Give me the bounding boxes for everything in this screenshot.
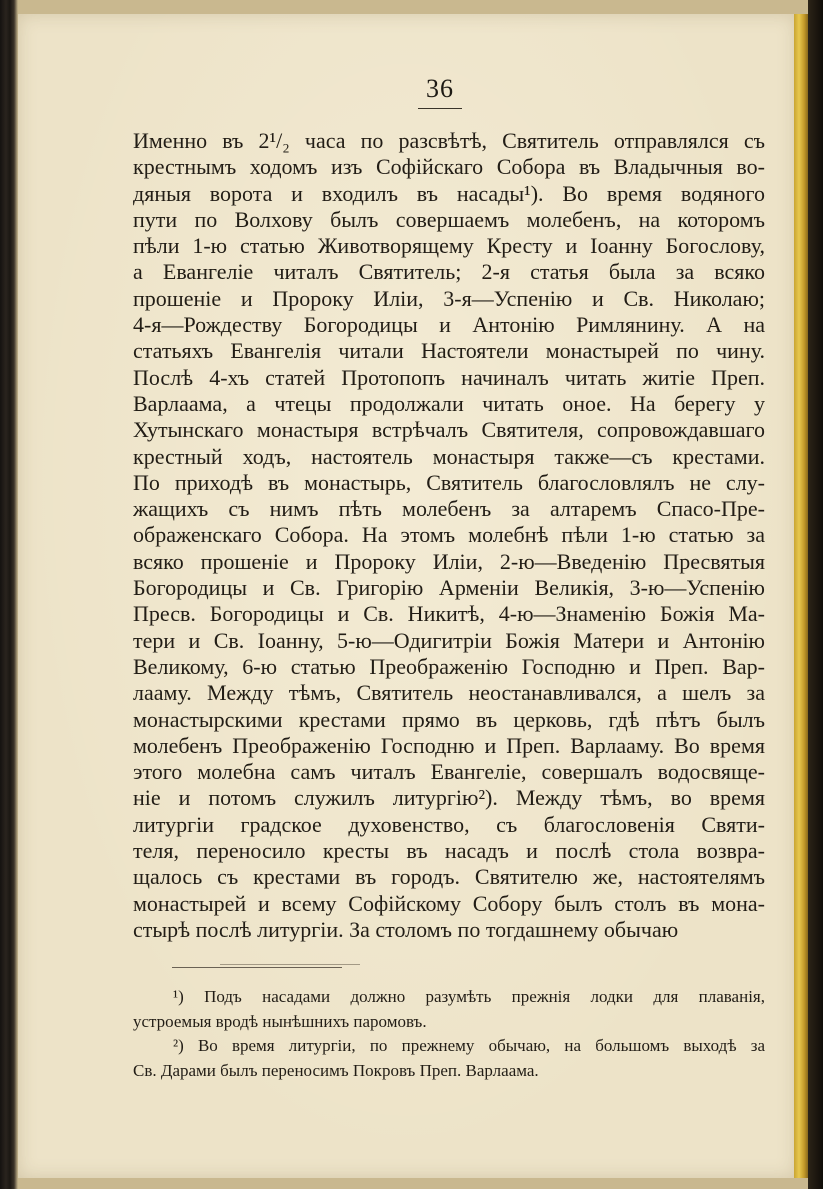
text-line: Богородицы и Св. Григорію Арменіи Великія, 3-ю—Успенію [133,575,765,601]
text-line: статьяхъ Евангелія читали Настоятели монастырей по чину. [133,338,765,364]
text-line: прошеніе и Пророку Иліи, 3-я—Успенію и Св. Николаю; [133,285,765,311]
text-line: крестный ходъ, настоятель монастыря также—съ крестами. [133,443,765,469]
footnotes [133,985,765,1083]
text-line: жащихъ съ нимъ пѣть молебенъ за алтаремъ Спасо-Пре- [133,496,765,522]
page-number: 36 [426,74,454,103]
text-line: Именно въ 2¹/₂ часа по разсвѣтѣ, Святитель отправлялся съ [133,128,765,153]
text-line: молебенъ Преображенію Господню и Преп. Варлааму. Во время [133,732,765,758]
text-line: пѣли 1-ю статью Животворящему Кресту и Іоанну Богослову, [133,233,765,259]
scan-border-right [808,0,823,1189]
footnote-line: устроемыя вродѣ нынѣшнихъ паромовъ. [133,1011,427,1031]
page-number-underline [418,108,462,109]
book-spine-edge [794,14,808,1178]
text-line: По приходѣ въ монастырь, Святитель благословлялъ не слу- [133,469,765,495]
text-line: лааму. Между тѣмъ, Святитель неостанавливался, а шелъ за [133,680,765,706]
text-line: ніе и потомъ служилъ литургію²). Между тѣмъ, во время [133,785,765,811]
footnote-line: Св. Дарами былъ переносимъ Покровъ Преп. Варлаама. [133,1060,539,1080]
text-line: теля, переносило кресты въ насадъ и послѣ стола возвра- [133,838,765,864]
text-line: а Евангеліе читалъ Святитель; 2-я статья была за всяко [133,259,765,285]
body-text [133,128,765,943]
text-line: стырѣ послѣ литургіи. За столомъ по тогдашнему обычаю [133,916,679,942]
text-line: крестнымъ ходомъ изъ Софійскаго Собора въ Владычныя во- [133,154,765,180]
text-line: всяко прошеніе и Пророку Иліи, 2-ю—Введенію Пресвятыя [133,548,765,574]
text-line: этого молебна самъ читалъ Евангеліе, совершалъ водосвяще- [133,759,765,785]
text-line: Послѣ 4-хъ статей Протопопъ начиналъ читать житіе Преп. [133,364,765,390]
footnote-rule-faint [220,964,360,965]
text-line: ображенскаго Собора. На этомъ молебнѣ пѣли 1-ю статью за [133,522,765,548]
text-line: тери и Св. Іоанну, 5-ю—Одигитріи Божія Матери и Антонію [133,627,765,653]
footnote-line: ¹) Подъ насадами должно разумѣть прежнія лодки для плаванія, [173,987,765,1006]
text-line: Великому, 6-ю статью Преображенію Господню и Преп. Вар- [133,653,765,679]
text-line: монастырскими крестами прямо въ церковь, гдѣ пѣтъ былъ [133,706,765,732]
text-line: Пресв. Богородицы и Св. Никитѣ, 4-ю—Знаменію Божія Ма- [133,601,765,627]
text-line: 4-я—Рождеству Богородицы и Антонію Римлянину. А на [133,312,765,338]
footnote-rule [172,967,342,968]
text-line: Хутынскаго монастыря встрѣчалъ Святителя, сопровождавшаго [133,417,765,443]
text-line: пути по Волхову былъ совершаемъ молебенъ, на которомъ [133,206,765,232]
text-line: литургіи градское духовенство, съ благословенія Святи- [133,811,765,837]
text-line: монастырей и всему Софійскому Собору былъ столъ въ мона- [133,890,765,916]
text-line: дяныя ворота и входилъ въ насады¹). Во время водяного [133,180,765,206]
text-line: щалось съ крестами въ городъ. Святителю же, настоятелямъ [133,864,765,890]
footnote-line: ²) Во время литургіи, по прежнему обычаю, на большомъ выходѣ за [173,1036,765,1055]
text-line: Варлаама, а чтецы продолжали читать оное. На берегу у [133,390,765,416]
